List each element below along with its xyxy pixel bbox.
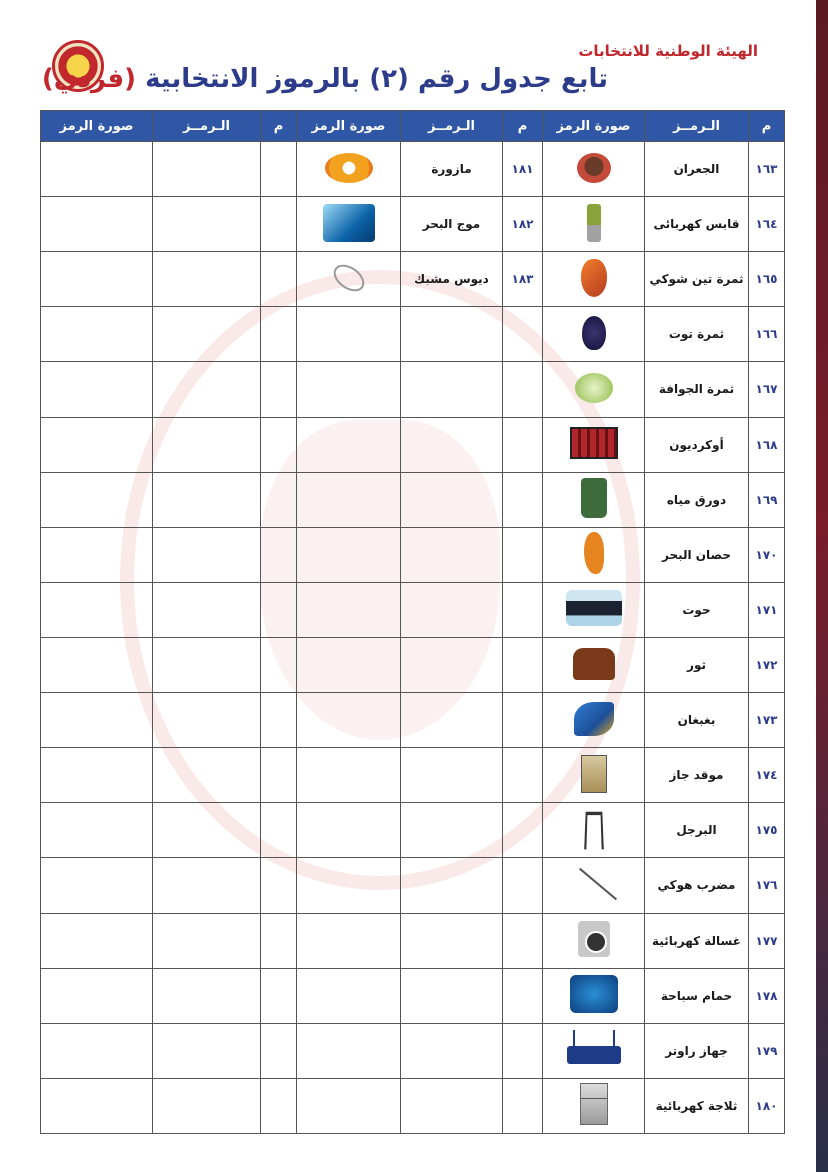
empty-name-cell bbox=[401, 693, 503, 748]
empty-number-cell bbox=[503, 637, 543, 692]
empty-number-cell bbox=[261, 637, 297, 692]
symbol-number: ١٦٧ bbox=[749, 362, 785, 417]
empty-name-cell bbox=[401, 748, 503, 803]
symbol-number: ١٦٤ bbox=[749, 197, 785, 252]
symbol-image-cell bbox=[543, 527, 645, 582]
page-edge-strip bbox=[816, 0, 828, 1172]
table-row bbox=[41, 307, 785, 362]
symbol-image-cell bbox=[543, 637, 645, 692]
col-header-num: م bbox=[261, 111, 297, 142]
symbol-name: غسالة كهربائية bbox=[645, 913, 749, 968]
symbol-name: موج البحر bbox=[401, 197, 503, 252]
empty-name-cell bbox=[401, 913, 503, 968]
symbol-name: أوكرديون bbox=[645, 417, 749, 472]
symbol-number: ١٧٨ bbox=[749, 968, 785, 1023]
symbol-image-cell bbox=[297, 197, 401, 252]
empty-name-cell bbox=[153, 968, 261, 1023]
empty-image-cell bbox=[41, 803, 153, 858]
table-row bbox=[41, 582, 785, 637]
symbol-image-cell bbox=[543, 362, 645, 417]
empty-number-cell bbox=[503, 472, 543, 527]
accordion-icon bbox=[570, 427, 618, 459]
col-header-image: صورة الرمز bbox=[297, 111, 401, 142]
empty-name-cell bbox=[401, 417, 503, 472]
swimming-pool-icon bbox=[570, 975, 618, 1013]
symbol-name: حمام سباحة bbox=[645, 968, 749, 1023]
symbol-name: ثمرة الجوافة bbox=[645, 362, 749, 417]
empty-number-cell bbox=[503, 913, 543, 968]
empty-number-cell bbox=[261, 142, 297, 197]
empty-image-cell bbox=[41, 582, 153, 637]
symbol-name: ثمرة توت bbox=[645, 307, 749, 362]
empty-image-cell bbox=[297, 637, 401, 692]
symbol-number: ١٨٠ bbox=[749, 1078, 785, 1133]
empty-number-cell bbox=[261, 803, 297, 858]
empty-number-cell bbox=[261, 472, 297, 527]
symbol-number: ١٨٣ bbox=[503, 252, 543, 307]
symbol-name: مازورة bbox=[401, 142, 503, 197]
symbol-number: ١٧٥ bbox=[749, 803, 785, 858]
col-header-name: الـرمــز bbox=[401, 111, 503, 142]
symbol-image-cell bbox=[543, 582, 645, 637]
table-row bbox=[41, 1023, 785, 1078]
empty-name-cell bbox=[153, 142, 261, 197]
empty-image-cell bbox=[297, 362, 401, 417]
symbol-image-cell bbox=[543, 142, 645, 197]
empty-number-cell bbox=[261, 693, 297, 748]
empty-number-cell bbox=[261, 362, 297, 417]
empty-number-cell bbox=[261, 1023, 297, 1078]
empty-image-cell bbox=[41, 637, 153, 692]
empty-image-cell bbox=[41, 417, 153, 472]
symbol-number: ١٧٠ bbox=[749, 527, 785, 582]
empty-image-cell bbox=[41, 362, 153, 417]
empty-number-cell bbox=[261, 197, 297, 252]
empty-number-cell bbox=[261, 913, 297, 968]
page-title bbox=[42, 64, 608, 94]
symbol-image-cell bbox=[543, 417, 645, 472]
symbol-image-cell bbox=[543, 968, 645, 1023]
empty-name-cell bbox=[153, 252, 261, 307]
empty-image-cell bbox=[41, 197, 153, 252]
empty-name-cell bbox=[153, 307, 261, 362]
symbol-image-cell bbox=[297, 142, 401, 197]
empty-number-cell bbox=[261, 1078, 297, 1133]
empty-name-cell bbox=[401, 1078, 503, 1133]
symbol-image-cell bbox=[543, 197, 645, 252]
compass-icon bbox=[584, 812, 604, 850]
col-header-num: م bbox=[749, 111, 785, 142]
table-row bbox=[41, 142, 785, 197]
empty-name-cell bbox=[401, 968, 503, 1023]
symbol-image-cell bbox=[543, 748, 645, 803]
empty-name-cell bbox=[153, 197, 261, 252]
symbol-name: ثمرة تين شوكي bbox=[645, 252, 749, 307]
empty-name-cell bbox=[153, 527, 261, 582]
table-row bbox=[41, 913, 785, 968]
empty-image-cell bbox=[297, 527, 401, 582]
symbol-number: ١٦٩ bbox=[749, 472, 785, 527]
symbol-name: ثور bbox=[645, 637, 749, 692]
empty-number-cell bbox=[503, 1078, 543, 1133]
symbol-number: ١٧٦ bbox=[749, 858, 785, 913]
symbol-name: جهاز راوتر bbox=[645, 1023, 749, 1078]
symbol-name: البرجل bbox=[645, 803, 749, 858]
empty-name-cell bbox=[153, 362, 261, 417]
empty-number-cell bbox=[503, 968, 543, 1023]
symbol-number: ١٦٦ bbox=[749, 307, 785, 362]
empty-image-cell bbox=[297, 968, 401, 1023]
table-row bbox=[41, 637, 785, 692]
empty-name-cell bbox=[153, 417, 261, 472]
empty-image-cell bbox=[297, 858, 401, 913]
empty-image-cell bbox=[297, 1078, 401, 1133]
symbol-image-cell bbox=[543, 693, 645, 748]
empty-number-cell bbox=[261, 748, 297, 803]
empty-number-cell bbox=[503, 417, 543, 472]
sea-wave-icon bbox=[323, 204, 375, 242]
kerosene-stove-icon bbox=[581, 755, 607, 793]
table-row bbox=[41, 1078, 785, 1133]
table-row bbox=[41, 417, 785, 472]
symbol-name: موقد جاز bbox=[645, 748, 749, 803]
table-row bbox=[41, 252, 785, 307]
symbol-name: ثلاجة كهربائية bbox=[645, 1078, 749, 1133]
seahorse-icon bbox=[584, 532, 604, 574]
empty-image-cell bbox=[297, 472, 401, 527]
symbol-number: ١٨٢ bbox=[503, 197, 543, 252]
empty-name-cell bbox=[153, 472, 261, 527]
empty-image-cell bbox=[297, 307, 401, 362]
symbol-number: ١٧١ bbox=[749, 582, 785, 637]
empty-number-cell bbox=[503, 803, 543, 858]
symbol-number: ١٦٥ bbox=[749, 252, 785, 307]
empty-number-cell bbox=[503, 582, 543, 637]
symbol-image-cell bbox=[543, 803, 645, 858]
empty-name-cell bbox=[401, 1023, 503, 1078]
empty-name-cell bbox=[401, 362, 503, 417]
symbols-table bbox=[40, 110, 785, 1134]
symbol-name: حوت bbox=[645, 582, 749, 637]
symbol-image-cell bbox=[543, 858, 645, 913]
empty-image-cell bbox=[41, 142, 153, 197]
table-row bbox=[41, 748, 785, 803]
symbol-number: ١٧٧ bbox=[749, 913, 785, 968]
empty-image-cell bbox=[41, 968, 153, 1023]
empty-image-cell bbox=[41, 748, 153, 803]
empty-number-cell bbox=[503, 858, 543, 913]
empty-name-cell bbox=[153, 748, 261, 803]
empty-image-cell bbox=[41, 1023, 153, 1078]
empty-name-cell bbox=[153, 803, 261, 858]
symbol-image-cell bbox=[543, 913, 645, 968]
symbol-name: ديوس مشبك bbox=[401, 252, 503, 307]
empty-name-cell bbox=[153, 1078, 261, 1133]
bull-icon bbox=[573, 648, 615, 680]
empty-image-cell bbox=[41, 307, 153, 362]
empty-name-cell bbox=[401, 803, 503, 858]
table-row bbox=[41, 803, 785, 858]
empty-image-cell bbox=[41, 913, 153, 968]
table-row bbox=[41, 197, 785, 252]
title-tag: (فردي) bbox=[41, 64, 136, 94]
empty-image-cell bbox=[41, 693, 153, 748]
symbol-name: دورق مياه bbox=[645, 472, 749, 527]
empty-image-cell bbox=[297, 803, 401, 858]
empty-name-cell bbox=[153, 913, 261, 968]
blackberry-icon bbox=[582, 316, 606, 350]
symbol-image-cell bbox=[543, 252, 645, 307]
table-row bbox=[41, 693, 785, 748]
symbol-image-cell bbox=[297, 252, 401, 307]
page-header bbox=[40, 30, 788, 108]
empty-number-cell bbox=[503, 748, 543, 803]
symbol-name: قابس كهربائى bbox=[645, 197, 749, 252]
guava-icon bbox=[575, 373, 613, 403]
empty-number-cell bbox=[503, 362, 543, 417]
symbol-image-cell bbox=[543, 472, 645, 527]
symbol-number: ١٦٨ bbox=[749, 417, 785, 472]
symbol-name: حصان البحر bbox=[645, 527, 749, 582]
empty-number-cell bbox=[261, 582, 297, 637]
refrigerator-icon bbox=[580, 1083, 608, 1125]
prickly-pear-icon bbox=[581, 259, 607, 297]
symbol-number: ١٧٤ bbox=[749, 748, 785, 803]
table-row bbox=[41, 858, 785, 913]
symbol-number: ١٦٣ bbox=[749, 142, 785, 197]
col-header-image: صورة الرمز bbox=[41, 111, 153, 142]
empty-image-cell bbox=[41, 527, 153, 582]
empty-image-cell bbox=[297, 582, 401, 637]
empty-image-cell bbox=[41, 858, 153, 913]
empty-number-cell bbox=[261, 417, 297, 472]
empty-image-cell bbox=[297, 1023, 401, 1078]
safety-pin-icon bbox=[328, 259, 368, 297]
water-jug-icon bbox=[581, 478, 607, 518]
empty-name-cell bbox=[153, 1023, 261, 1078]
hockey-stick-icon bbox=[568, 866, 620, 902]
empty-number-cell bbox=[503, 693, 543, 748]
symbol-image-cell bbox=[543, 307, 645, 362]
router-icon bbox=[567, 1046, 621, 1064]
title-main: تابع جدول رقم (٢) بالرموز الانتخابية bbox=[145, 64, 608, 94]
table-header-row bbox=[41, 111, 785, 142]
symbol-name: مضرب هوكي bbox=[645, 858, 749, 913]
measuring-tape-icon bbox=[325, 153, 373, 183]
empty-name-cell bbox=[153, 582, 261, 637]
empty-name-cell bbox=[153, 637, 261, 692]
empty-name-cell bbox=[401, 858, 503, 913]
empty-name-cell bbox=[401, 527, 503, 582]
empty-number-cell bbox=[261, 307, 297, 362]
table-row bbox=[41, 362, 785, 417]
empty-name-cell bbox=[401, 472, 503, 527]
empty-name-cell bbox=[153, 858, 261, 913]
symbol-image-cell bbox=[543, 1078, 645, 1133]
symbol-name: الجعران bbox=[645, 142, 749, 197]
table-row bbox=[41, 527, 785, 582]
empty-name-cell bbox=[401, 582, 503, 637]
col-header-num: م bbox=[503, 111, 543, 142]
symbol-number: ١٨١ bbox=[503, 142, 543, 197]
col-header-image: صورة الرمز bbox=[543, 111, 645, 142]
empty-number-cell bbox=[261, 527, 297, 582]
empty-image-cell bbox=[297, 748, 401, 803]
empty-name-cell bbox=[153, 693, 261, 748]
parrot-icon bbox=[574, 702, 614, 736]
empty-number-cell bbox=[261, 858, 297, 913]
symbol-number: ١٧٣ bbox=[749, 693, 785, 748]
scarab-icon bbox=[577, 153, 611, 183]
whale-icon bbox=[566, 590, 622, 626]
empty-image-cell bbox=[297, 417, 401, 472]
empty-image-cell bbox=[297, 913, 401, 968]
electric-plug-icon bbox=[587, 204, 601, 242]
empty-number-cell bbox=[261, 252, 297, 307]
col-header-name: الـرمــز bbox=[153, 111, 261, 142]
organization-name: الهيئة الوطنية للانتخابات bbox=[578, 42, 758, 60]
symbol-number: ١٧٢ bbox=[749, 637, 785, 692]
empty-number-cell bbox=[261, 968, 297, 1023]
empty-name-cell bbox=[401, 637, 503, 692]
empty-number-cell bbox=[503, 1023, 543, 1078]
col-header-name: الـرمــز bbox=[645, 111, 749, 142]
empty-image-cell bbox=[41, 1078, 153, 1133]
symbol-image-cell bbox=[543, 1023, 645, 1078]
table-row bbox=[41, 472, 785, 527]
symbol-name: بغبغان bbox=[645, 693, 749, 748]
washing-machine-icon bbox=[578, 921, 610, 957]
empty-image-cell bbox=[41, 472, 153, 527]
symbol-number: ١٧٩ bbox=[749, 1023, 785, 1078]
empty-name-cell bbox=[401, 307, 503, 362]
empty-number-cell bbox=[503, 527, 543, 582]
empty-image-cell bbox=[297, 693, 401, 748]
table-row bbox=[41, 968, 785, 1023]
empty-image-cell bbox=[41, 252, 153, 307]
empty-number-cell bbox=[503, 307, 543, 362]
